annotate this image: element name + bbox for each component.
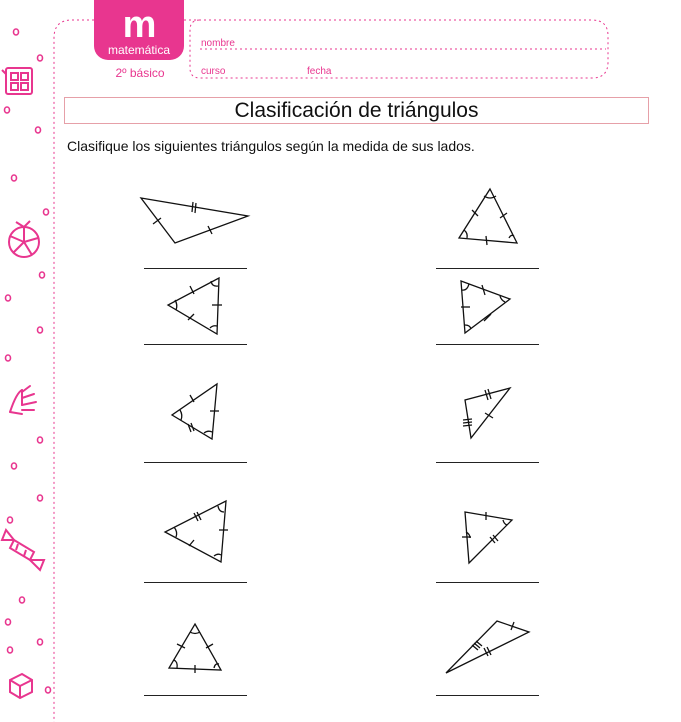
answer-line-8[interactable]	[436, 582, 539, 583]
triangle-7	[165, 501, 228, 562]
name-label: nombre	[201, 38, 235, 49]
answer-line-5[interactable]	[144, 462, 247, 463]
triangle-2	[459, 189, 517, 245]
logo-subject: matemática	[107, 43, 171, 57]
triangle-3	[168, 278, 222, 334]
answer-line-10[interactable]	[436, 695, 539, 696]
triangle-4	[461, 281, 510, 333]
answer-line-7[interactable]	[144, 582, 247, 583]
instruction-text: Clasifique los siguientes triángulos según la medida de sus lados.	[67, 138, 475, 154]
title-text: Clasificación de triángulos	[234, 99, 479, 122]
answer-line-2[interactable]	[436, 268, 539, 269]
triangle-9	[169, 624, 221, 673]
triangle-5	[172, 384, 219, 439]
triangle-10	[446, 621, 529, 673]
answer-line-4[interactable]	[436, 344, 539, 345]
answer-line-6[interactable]	[436, 462, 539, 463]
answer-line-9[interactable]	[144, 695, 247, 696]
triangle-8	[462, 512, 512, 563]
triangle-6	[463, 388, 510, 438]
logo-letter: m	[122, 4, 156, 46]
grade-label: 2º básico	[115, 66, 165, 80]
answer-line-1[interactable]	[144, 268, 247, 269]
triangle-1	[141, 198, 248, 243]
course-label: curso	[201, 66, 226, 77]
date-label: fecha	[307, 66, 332, 77]
answer-line-3[interactable]	[144, 344, 247, 345]
